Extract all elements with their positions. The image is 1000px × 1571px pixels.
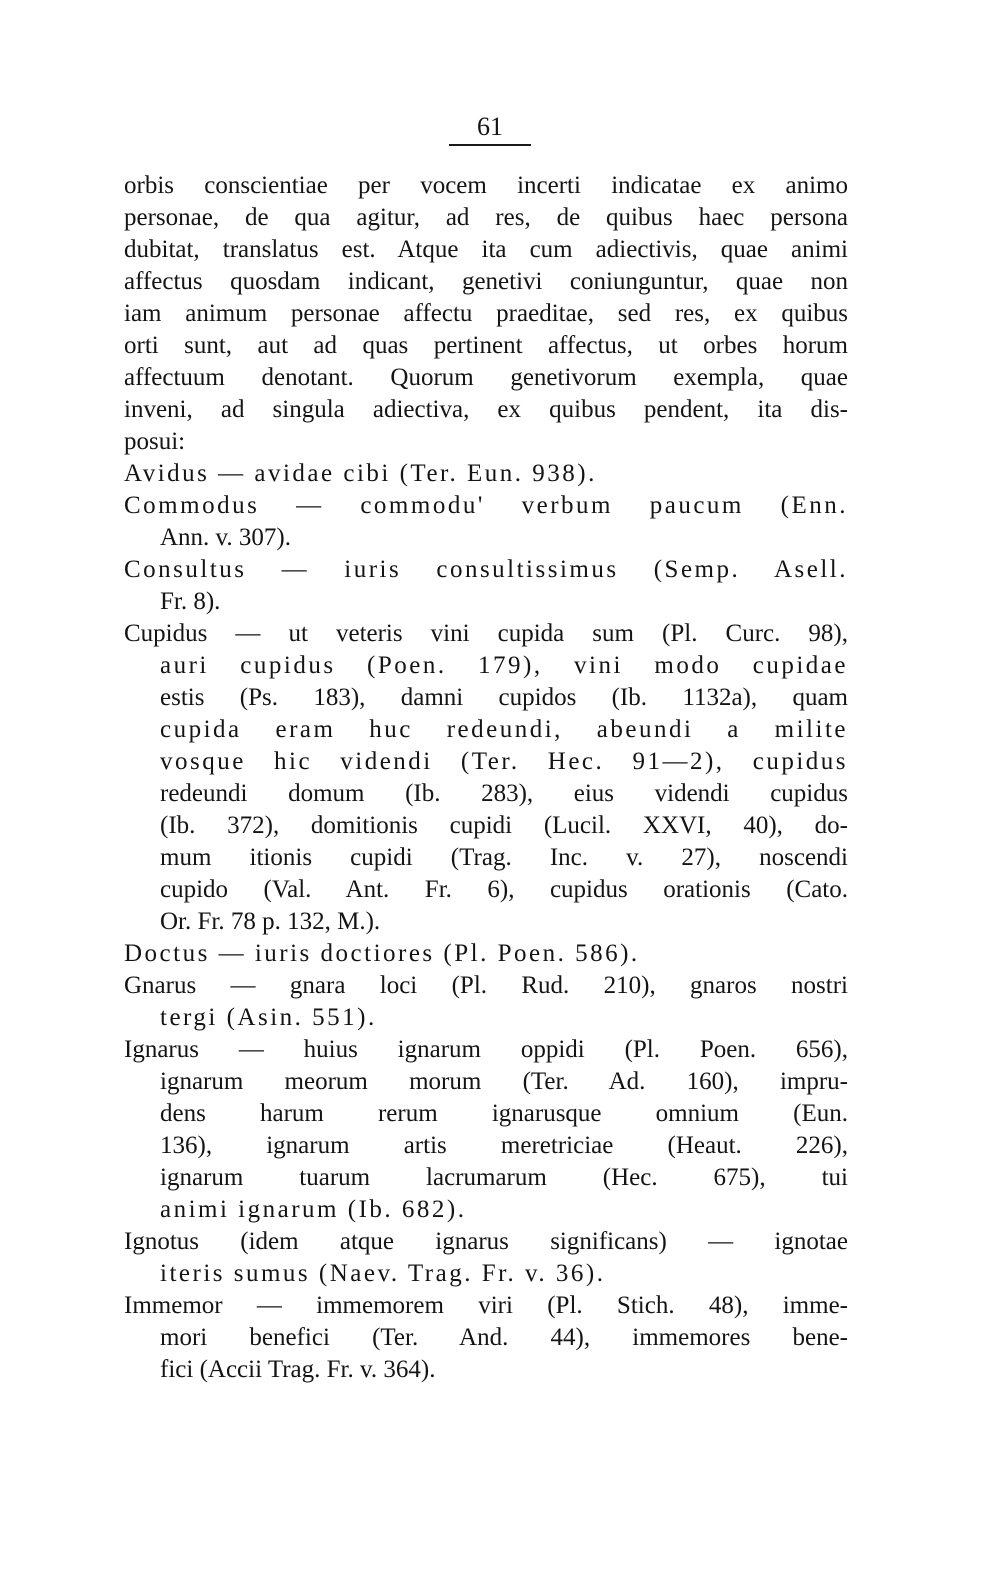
entry-ignotus xyxy=(124,1226,848,1290)
entry-cupidus xyxy=(124,618,848,938)
entry-line: Consultus — iuris consultissimus (Semp. Asell. xyxy=(124,556,848,583)
entry-line: mum itionis cupidi (Trag. Inc. v. 27), noscendi xyxy=(160,844,848,871)
entry-line: 136), ignarum artis meretriciae (Heaut. 226), xyxy=(160,1132,848,1159)
entry-consultus xyxy=(124,554,848,618)
entry-line: Doctus — iuris doctiores (Pl. Poen. 586). xyxy=(124,940,640,967)
entry-line: (Ib. 372), domitionis cupidi (Lucil. XXVI, 40), do- xyxy=(160,812,848,839)
entry-commodus xyxy=(124,490,848,554)
entry-line: dens harum rerum ignarusque omnium (Eun. xyxy=(160,1100,848,1127)
entry-line: vosque hic videndi (Ter. Hec. 91—2), cupidus xyxy=(160,748,848,775)
page-number-rule xyxy=(449,144,531,146)
entry-immemor xyxy=(124,1290,848,1386)
entry-line: Ignotus (idem atque ignarus significans) — ignotae xyxy=(124,1228,848,1255)
paragraph-line: dubitat, translatus est. Atque ita cum adiectivis, quae animi xyxy=(124,236,848,263)
paragraph-line: orti sunt, aut ad quas pertinent affectus, ut orbes horum xyxy=(124,332,848,359)
paragraph-line: inveni, ad singula adiectiva, ex quibus pendent, ita dis- xyxy=(124,396,848,423)
entry-line: cupido (Val. Ant. Fr. 6), cupidus orationis (Cato. xyxy=(160,876,848,903)
entry-avidus xyxy=(124,458,848,490)
entry-line: Commodus — commodu' verbum paucum (Enn. xyxy=(124,492,848,519)
entry-line: Ann. v. 307). xyxy=(160,524,292,551)
paragraph-line: personae, de qua agitur, ad res, de quibus haec persona xyxy=(124,204,848,231)
page-body xyxy=(124,170,848,1386)
paragraph-line: affectuum denotant. Quorum genetivorum exempla, quae xyxy=(124,364,848,391)
entry-line: ignarum meorum morum (Ter. Ad. 160), impru- xyxy=(160,1068,848,1095)
entry-line: Gnarus — gnara loci (Pl. Rud. 210), gnaros nostri xyxy=(124,972,848,999)
entry-line: ignarum tuarum lacrumarum (Hec. 675), tui xyxy=(160,1164,848,1191)
paragraph-line: affectus quosdam indicant, genetivi coniunguntur, quae non xyxy=(124,268,848,295)
entry-line: estis (Ps. 183), damni cupidos (Ib. 1132a), quam xyxy=(160,684,848,711)
paragraph-line: iam animum personae affectu praeditae, sed res, ex quibus xyxy=(124,300,848,327)
entry-line: Avidus — avidae cibi (Ter. Eun. 938). xyxy=(124,460,597,487)
entry-ignarus xyxy=(124,1034,848,1226)
entry-line: mori benefici (Ter. And. 44), immemores bene- xyxy=(160,1324,848,1351)
entry-line: Immemor — immemorem viri (Pl. Stich. 48), imme- xyxy=(124,1292,848,1319)
entry-doctus xyxy=(124,938,848,970)
entry-line: Ignarus — huius ignarum oppidi (Pl. Poen. 656), xyxy=(124,1036,848,1063)
entry-line: Cupidus — ut veteris vini cupida sum (Pl. Curc. 98), xyxy=(124,620,848,647)
entry-line: iteris sumus (Naev. Trag. Fr. v. 36). xyxy=(160,1260,606,1287)
paragraph-line: orbis conscientiae per vocem incerti indicatae ex animo xyxy=(124,172,848,199)
entry-line: Fr. 8). xyxy=(160,588,221,615)
entry-line: animi ignarum (Ib. 682). xyxy=(160,1196,467,1223)
entry-line: cupida eram huc redeundi, abeundi a milite xyxy=(160,716,848,743)
entry-gnarus xyxy=(124,970,848,1034)
entry-line: redeundi domum (Ib. 283), eius videndi cupidus xyxy=(160,780,848,807)
entry-line: tergi (Asin. 551). xyxy=(160,1004,377,1031)
entry-line: Or. Fr. 78 p. 132, M.). xyxy=(160,908,381,935)
page-number: 61 xyxy=(477,112,503,141)
entry-line: fici (Accii Trag. Fr. v. 364). xyxy=(160,1356,436,1383)
intro-paragraph xyxy=(124,170,848,458)
paragraph-line: posui: xyxy=(124,428,186,455)
entry-line: auri cupidus (Poen. 179), vini modo cupidae xyxy=(160,652,848,679)
